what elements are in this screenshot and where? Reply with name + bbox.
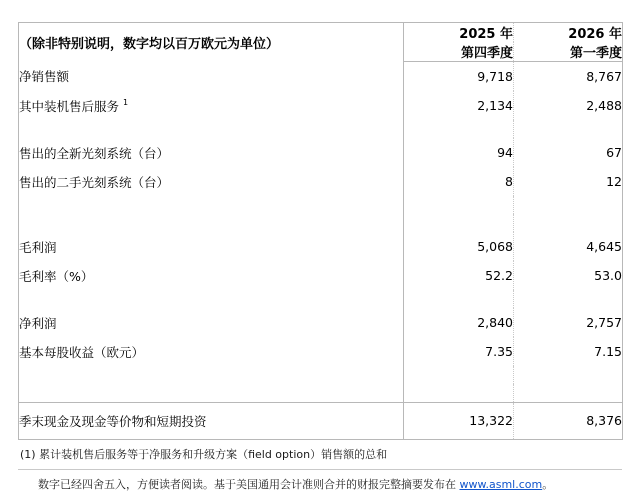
spacer-value-cell [404, 214, 514, 232]
footnote-divider [18, 469, 622, 470]
footnote-2-tail: 。 [542, 478, 554, 492]
spacer-value-cell [514, 196, 623, 214]
row-label-text: 基本每股收益（欧元） [19, 344, 145, 360]
table-row [19, 62, 623, 92]
row-label-text: 其中装机售后服务 [19, 98, 120, 114]
table-row [19, 403, 623, 439]
row-value-q1-2026: 2,488 [586, 98, 622, 113]
table-spacer-row [19, 384, 623, 403]
table-spacer-row [19, 214, 623, 232]
row-label [19, 91, 404, 120]
table-row [19, 91, 623, 120]
row-label-text: 毛利润 [19, 239, 57, 255]
row-value-q1-2026: 7.15 [594, 344, 622, 359]
spacer-value-cell [514, 290, 623, 308]
header-col2-quarter: 第一季度 [514, 42, 623, 62]
spacer-value-cell [514, 214, 623, 232]
spacer-value-cell [404, 120, 514, 138]
table-row [19, 167, 623, 196]
footnote-2-text: 数字已经四舍五入，方便读者阅读。基于美国通用会计准则合并的财报完整摘要发布在 [38, 478, 460, 492]
row-value-q1-2026: 12 [606, 174, 622, 189]
row-value-q1-2026: 67 [606, 145, 622, 160]
footnote-marker: 1 [123, 98, 129, 108]
row-value-q4-2025: 94 [404, 138, 514, 167]
spacer-value-cell [514, 120, 623, 138]
row-value-q4-2025: 9,718 [404, 62, 514, 92]
row-label [19, 232, 404, 261]
header-col1-quarter: 第四季度 [404, 42, 514, 62]
financial-summary-table [18, 22, 623, 440]
header-unit-note: （除非特别说明，数字均以百万欧元为单位） [19, 23, 404, 62]
table-row [19, 261, 623, 290]
row-value-q1-2026: 8,376 [586, 413, 622, 429]
row-value-q1-2026: 2,757 [586, 315, 622, 330]
spacer-label-cell [19, 384, 404, 403]
row-value-q4-2025: 5,068 [404, 232, 514, 261]
row-label [19, 167, 404, 196]
spacer-label-cell [19, 120, 404, 138]
row-value-q4-2025: 8 [404, 167, 514, 196]
row-label [19, 308, 404, 337]
table-row [19, 337, 623, 366]
table-spacer-row [19, 196, 623, 214]
table-spacer-row [19, 366, 623, 384]
asml-website-link[interactable]: www.asml.com [459, 478, 543, 492]
spacer-value-cell [514, 384, 623, 403]
row-label [19, 337, 404, 366]
row-label [19, 138, 404, 167]
row-value-q4-2025: 2,134 [404, 91, 514, 120]
table-row [19, 308, 623, 337]
table-spacer-row [19, 290, 623, 308]
footnote-2 [18, 476, 622, 495]
row-label [19, 261, 404, 290]
row-value-q1-2026: 53.0 [594, 268, 622, 283]
row-value-q4-2025: 7.35 [404, 337, 514, 366]
spacer-label-cell [19, 366, 404, 384]
header-col2-year: 2026 年 [568, 27, 622, 42]
row-label-text: 售出的二手光刻系统（台） [19, 174, 170, 190]
spacer-value-cell [404, 290, 514, 308]
row-label-text: 季末现金及现金等价物和短期投资 [19, 413, 207, 429]
spacer-value-cell [404, 384, 514, 403]
row-label [19, 62, 404, 92]
row-label-text: 净利润 [19, 315, 57, 331]
table-spacer-row [19, 120, 623, 138]
table-header-row-top [19, 23, 623, 43]
row-label-text: 售出的全新光刻系统（台） [19, 145, 170, 161]
table-row [19, 232, 623, 261]
row-value-q1-2026: 8,767 [586, 69, 622, 84]
footnote-1: (1) 累计装机售后服务等于净服务和升级方案（field option）销售额的总和 [20, 447, 388, 461]
row-label-text: 毛利率（%） [19, 268, 94, 284]
table-row [19, 138, 623, 167]
row-value-q4-2025: 52.2 [404, 261, 514, 290]
spacer-value-cell [514, 366, 623, 384]
spacer-label-cell [19, 196, 404, 214]
row-label-text: 净销售额 [19, 69, 70, 85]
footnotes [18, 446, 622, 495]
row-label [19, 403, 404, 439]
row-value-q4-2025: 2,840 [404, 308, 514, 337]
spacer-label-cell [19, 290, 404, 308]
row-value-q4-2025: 13,322 [404, 403, 514, 439]
spacer-label-cell [19, 214, 404, 232]
spacer-value-cell [404, 196, 514, 214]
spacer-value-cell [404, 366, 514, 384]
header-col1-year: 2025 年 [404, 23, 514, 43]
row-value-q1-2026: 4,645 [586, 239, 622, 254]
